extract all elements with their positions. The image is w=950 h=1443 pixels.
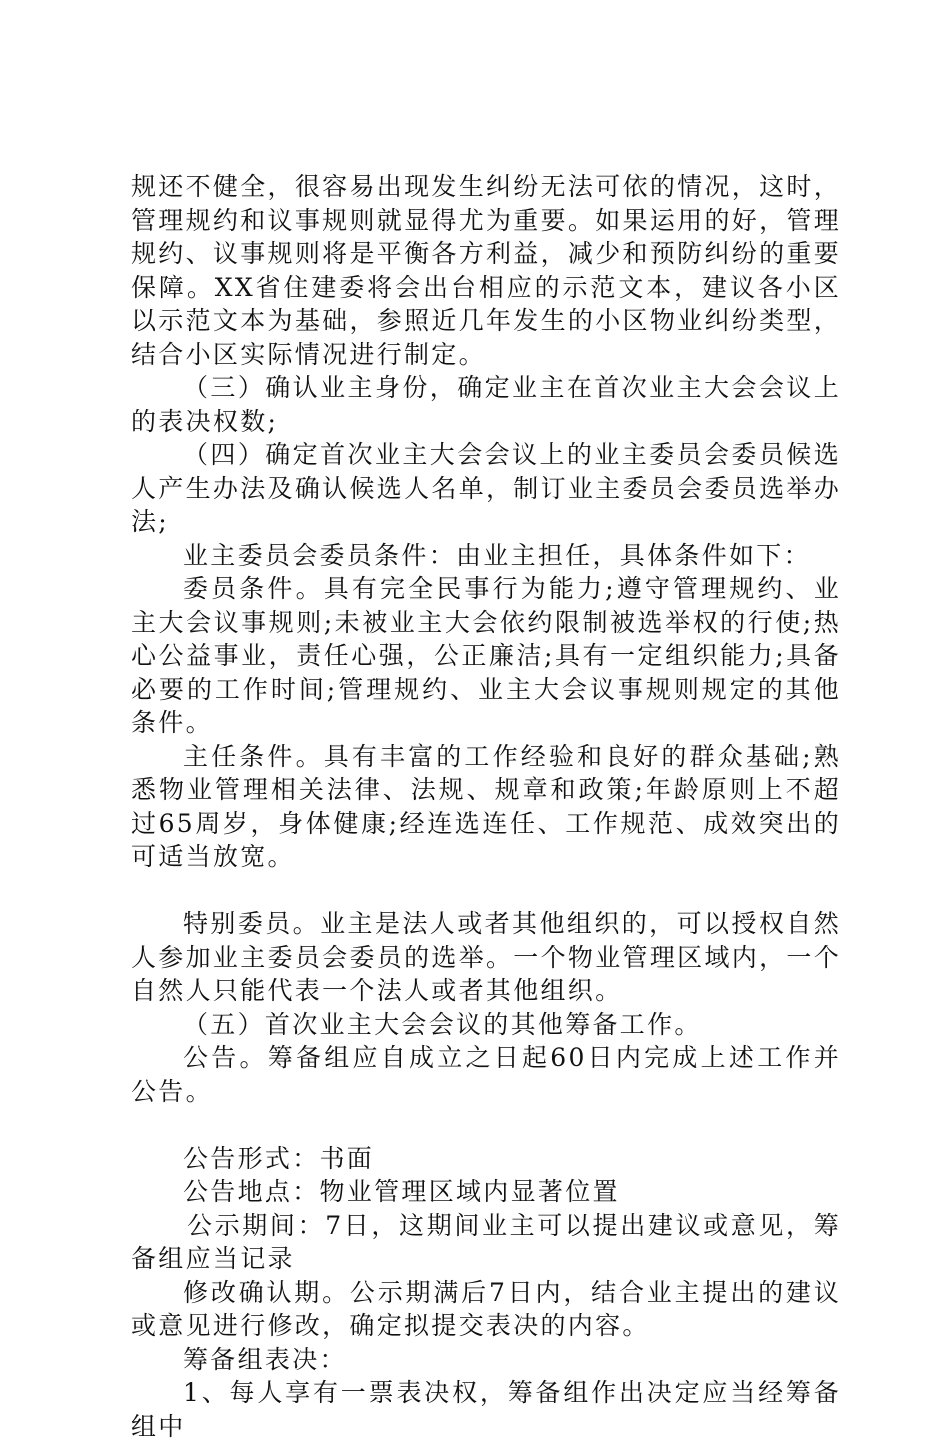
paragraph: （五）首次业主大会会议的其他筹备工作。 (183, 1009, 702, 1039)
paragraph: 修改确认期。公示期满后7日内，结合业主提出的建议或意见进行修改，确定拟提交表决的内容。 (131, 1277, 841, 1340)
paragraph: 主任条件。具有丰富的工作经验和良好的群众基础;熟悉物业管理相关法律、法规、规章和政策;年龄原则上不超过65周岁，身体健康;经连选连任、工作规范、成效突出的可适当放宽。 (131, 741, 841, 871)
paragraph: 1、每人享有一票表决权，筹备组作出决定应当经筹备组中 (131, 1378, 841, 1441)
paragraph: 委员条件。具有完全民事行为能力;遵守管理规约、业主大会议事规则;未被业主大会依约限制被选举权的行使;热心公益事业，责任心强，公正廉洁;具有一定组织能力;具备必要的工作时间;管理规约、业主大会议事规则规定的其他条件。 (131, 574, 841, 737)
paragraph: 规还不健全，很容易出现发生纠纷无法可依的情况，这时，管理规约和议事规则就显得尤为重要。如果运用的好，管理规约、议事规则将是平衡各方利益，减少和预防纠纷的重要保障。XX省住建委将会出台相应的示范文本，建议各小区以示范文本为基础，参照近几年发生的小区物业纠纷类型，结合小区实际情况进行制定。 (131, 172, 841, 369)
paragraph: 特别委员。业主是法人或者其他组织的，可以授权自然人参加业主委员会委员的选举。一个物业管理区域内，一个自然人只能代表一个法人或者其他组织。 (131, 909, 841, 1005)
paragraph: 公告地点：物业管理区域内显著位置 (183, 1177, 620, 1206)
paragraph: （三）确认业主身份，确定业主在首次业主大会会议上的表决权数; (131, 373, 841, 436)
paragraph: 公示期间：7日，这期间业主可以提出建议或意见，筹备组应当记录 (131, 1210, 841, 1273)
paragraph: 公告。筹备组应自成立之日起60日内完成上述工作并公告。 (131, 1043, 841, 1106)
paragraph: 业主委员会委员条件：由业主担任，具体条件如下： (183, 540, 811, 570)
document-body (131, 170, 841, 1443)
paragraph: （四）确定首次业主大会会议上的业主委员会委员候选人产生办法及确认候选人名单，制订业主委员会委员选举办法; (131, 440, 841, 536)
paragraph: 公告形式：书面 (183, 1143, 375, 1173)
paragraph: 筹备组表决： (183, 1344, 347, 1374)
